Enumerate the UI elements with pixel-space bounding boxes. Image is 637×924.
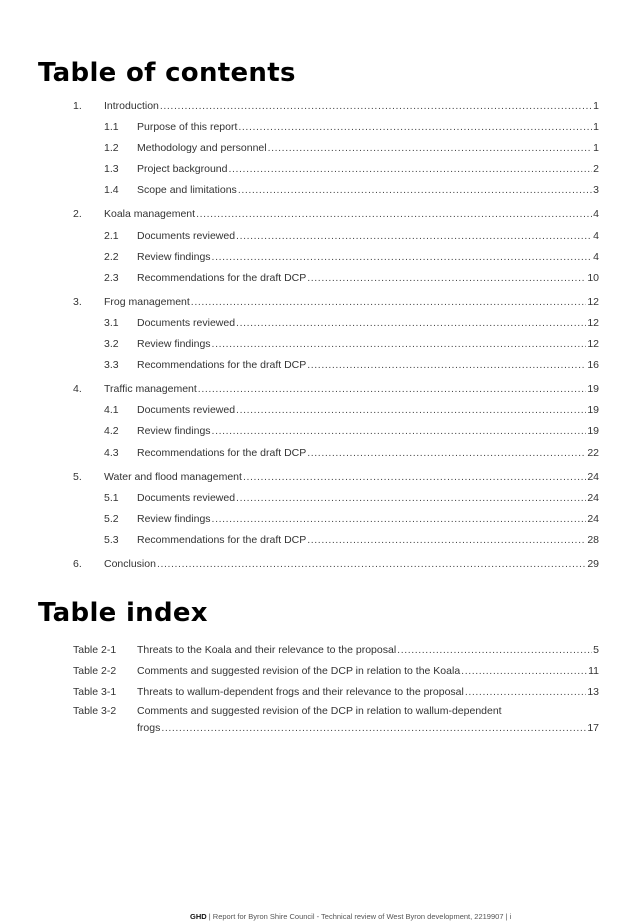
entry-number: 4.1 xyxy=(104,404,119,417)
dot-leader xyxy=(465,682,586,703)
entry-number: 6. xyxy=(73,557,82,570)
entry-page-number: 28 xyxy=(587,533,599,546)
entry-page-number: 10 xyxy=(587,271,599,284)
entry-number: 1.4 xyxy=(104,184,119,197)
toc-subsection-entry[interactable] xyxy=(0,530,637,551)
entry-number: 5. xyxy=(73,470,82,483)
table-index-entry[interactable] xyxy=(0,640,637,661)
entry-page-number: 24 xyxy=(587,491,599,504)
toc-section-entry[interactable] xyxy=(0,554,637,575)
entry-number: 4.3 xyxy=(104,446,119,459)
dot-leader xyxy=(268,138,593,159)
entry-number: 2.1 xyxy=(104,229,119,242)
table-label: Table 3-2 xyxy=(73,705,117,718)
dot-leader xyxy=(307,355,586,376)
entry-page-number: 12 xyxy=(587,338,599,351)
dot-leader xyxy=(212,421,587,442)
dot-leader xyxy=(307,268,586,289)
entry-title: Traffic management xyxy=(104,383,197,396)
dot-leader xyxy=(238,180,592,201)
dot-leader xyxy=(236,226,592,247)
entry-title: Recommendations for the draft DCP xyxy=(137,359,307,372)
entry-page-number: 17 xyxy=(587,722,599,735)
dot-leader xyxy=(307,443,586,464)
entry-title: Review findings xyxy=(137,250,211,263)
entry-title: Purpose of this report xyxy=(137,121,238,134)
entry-title: Threats to wallum-dependent frogs and their relevance to the proposal xyxy=(137,686,464,699)
dot-leader xyxy=(157,554,586,575)
dot-leader xyxy=(196,204,592,225)
entry-title: Project background xyxy=(137,163,228,176)
table-index-list xyxy=(0,640,637,741)
entry-number: 5.2 xyxy=(104,512,119,525)
entry-number: 3.2 xyxy=(104,338,119,351)
entry-number: 1. xyxy=(73,100,82,112)
entry-page-number: 19 xyxy=(587,425,599,438)
toc-subsection-entry[interactable] xyxy=(0,313,637,334)
entry-page-number: 16 xyxy=(587,359,599,372)
toc-subsection-entry[interactable] xyxy=(0,488,637,509)
toc-subsection-entry[interactable] xyxy=(0,247,637,268)
entry-number: 1.2 xyxy=(104,142,119,155)
entry-number: 3. xyxy=(73,295,82,308)
toc-section-entry[interactable] xyxy=(0,467,637,488)
footer-org: GHD xyxy=(190,912,207,921)
dot-leader xyxy=(191,292,587,313)
dot-leader xyxy=(307,530,586,551)
table-index-heading: Table index xyxy=(38,598,208,628)
entry-page-number: 24 xyxy=(587,470,599,483)
toc-subsection-entry[interactable] xyxy=(0,226,637,247)
entry-page-number: 22 xyxy=(587,446,599,459)
entry-title: Conclusion xyxy=(104,557,156,570)
entry-page-number: 24 xyxy=(587,512,599,525)
entry-page-number: 12 xyxy=(587,295,599,308)
entry-number: 2.3 xyxy=(104,271,119,284)
entry-title: Documents reviewed xyxy=(137,404,236,417)
toc-subsection-entry[interactable] xyxy=(0,443,637,464)
entry-number: 4. xyxy=(73,383,82,396)
dot-leader xyxy=(243,467,586,488)
entry-title-line1: Comments and suggested revision of the DCP in relation to wallum-dependent xyxy=(137,705,502,718)
entry-page-number: 29 xyxy=(587,557,599,570)
toc-subsection-entry[interactable] xyxy=(0,117,637,138)
entry-title: Introduction xyxy=(104,100,159,112)
dot-leader xyxy=(228,159,592,180)
dot-leader xyxy=(397,640,592,661)
entry-page-number: 4 xyxy=(593,208,599,221)
dot-leader xyxy=(236,400,586,421)
table-label: Table 3-1 xyxy=(73,686,117,699)
toc-section-entry[interactable] xyxy=(0,96,637,117)
footer-text: | Report for Byron Shire Council - Technical review of West Byron development, 2219907 | i xyxy=(206,912,512,921)
entry-page-number: 1 xyxy=(593,100,599,112)
toc-subsection-entry[interactable] xyxy=(0,180,637,201)
toc-subsection-entry[interactable] xyxy=(0,138,637,159)
toc-section-entry[interactable] xyxy=(0,204,637,225)
entry-title: Review findings xyxy=(137,338,211,351)
entry-page-number: 5 xyxy=(593,644,599,656)
toc-heading: Table of contents xyxy=(38,58,296,88)
toc-subsection-entry[interactable] xyxy=(0,355,637,376)
entry-page-number: 19 xyxy=(587,383,599,396)
table-label: Table 2-1 xyxy=(73,644,117,656)
entry-page-number: 12 xyxy=(587,316,599,329)
toc-section-entry[interactable] xyxy=(0,379,637,400)
entry-page-number: 11 xyxy=(588,665,599,678)
entry-page-number: 13 xyxy=(587,686,599,699)
entry-title: Review findings xyxy=(137,512,211,525)
dot-leader xyxy=(161,720,586,737)
entry-title: Recommendations for the draft DCP xyxy=(137,446,307,459)
dot-leader xyxy=(236,313,586,334)
entry-title: Water and flood management xyxy=(104,470,242,483)
entry-page-number: 19 xyxy=(587,404,599,417)
table-index-entry[interactable] xyxy=(0,682,637,703)
entry-title: frogs xyxy=(137,722,161,735)
entry-number: 2.2 xyxy=(104,250,119,263)
dot-leader xyxy=(212,247,593,268)
entry-number: 2. xyxy=(73,208,82,221)
entry-page-number: 3 xyxy=(593,184,599,197)
entry-title: Methodology and personnel xyxy=(137,142,267,155)
entry-page-number: 4 xyxy=(593,250,599,263)
toc-subsection-entry[interactable] xyxy=(0,509,637,530)
dot-leader xyxy=(238,117,592,138)
entry-number: 5.1 xyxy=(104,491,119,504)
dot-leader xyxy=(198,379,587,400)
entry-title: Scope and limitations xyxy=(137,184,237,197)
entry-number: 4.2 xyxy=(104,425,119,438)
entry-title: Threats to the Koala and their relevance to the proposal xyxy=(137,644,397,656)
entry-page-number: 1 xyxy=(593,121,599,134)
entry-title: Documents reviewed xyxy=(137,491,236,504)
entry-page-number: 1 xyxy=(593,142,599,155)
entry-title: Koala management xyxy=(104,208,196,221)
entry-title: Review findings xyxy=(137,425,211,438)
table-index-entry[interactable] xyxy=(0,661,637,682)
toc-subsection-entry[interactable] xyxy=(0,268,637,289)
entry-number: 3.3 xyxy=(104,359,119,372)
entry-number: 1.1 xyxy=(104,121,119,134)
entry-title: Documents reviewed xyxy=(137,229,236,242)
table-label: Table 2-2 xyxy=(73,665,117,678)
entry-page-number: 2 xyxy=(593,163,599,176)
entry-title: Recommendations for the draft DCP xyxy=(137,271,307,284)
page-footer xyxy=(190,912,600,921)
dot-leader xyxy=(212,509,587,530)
dot-leader xyxy=(236,488,586,509)
dot-leader xyxy=(160,96,592,117)
entry-number: 5.3 xyxy=(104,533,119,546)
toc-subsection-entry[interactable] xyxy=(0,400,637,421)
toc-subsection-entry[interactable] xyxy=(0,421,637,442)
entry-title: Comments and suggested revision of the DCP in relation to the Koala xyxy=(137,665,461,678)
dot-leader xyxy=(461,661,587,682)
toc-subsection-entry[interactable] xyxy=(0,159,637,180)
entry-number: 3.1 xyxy=(104,316,119,329)
toc-list xyxy=(0,96,637,575)
toc-section-entry[interactable] xyxy=(0,292,637,313)
entry-page-number: 4 xyxy=(593,229,599,242)
entry-title: Frog management xyxy=(104,295,190,308)
entry-title: Recommendations for the draft DCP xyxy=(137,533,307,546)
toc-subsection-entry[interactable] xyxy=(0,334,637,355)
entry-title: Documents reviewed xyxy=(137,316,236,329)
entry-number: 1.3 xyxy=(104,163,119,176)
table-index-entry[interactable] xyxy=(0,703,637,741)
dot-leader xyxy=(212,334,587,355)
